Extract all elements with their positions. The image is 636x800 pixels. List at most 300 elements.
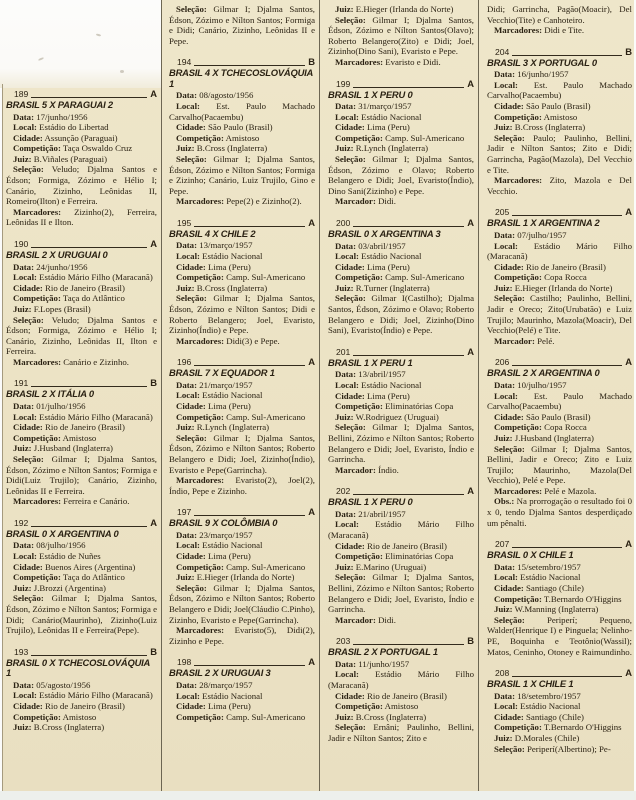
entry-number: 191 <box>14 378 29 389</box>
entry-number-row <box>6 89 157 99</box>
section-letter: A <box>308 506 315 518</box>
field-label: Cidade: <box>335 122 365 133</box>
match-entry-194 <box>169 57 315 207</box>
field-data: Data: 13/abril/1957 <box>335 369 406 380</box>
field-label: Competição: <box>13 293 61 304</box>
field-cidade: Cidade: Rio de Janeiro (Brasil) <box>13 282 125 293</box>
field-label: Juiz: <box>13 443 32 454</box>
entry-rule-line <box>31 97 147 98</box>
field-cidade: Cidade: Santiago (Chile) <box>494 582 584 593</box>
field-local: Local: Est. Paulo Machado Carvalho(Pacaembu) <box>169 100 315 122</box>
field-selecao: Seleção: Ernâni; Paulinho, Bellini, Jadir e Nílton Santos; Zito e <box>328 722 474 743</box>
entry-number: 203 <box>336 636 351 647</box>
field-label: Local: <box>176 690 200 701</box>
match-entry-201 <box>328 347 474 475</box>
entry-number-row <box>6 518 157 528</box>
field-marcador: Marcador: Didi. <box>335 614 396 625</box>
field-local: Local: Estádio de Nuñes <box>13 551 101 561</box>
field-cidade: Cidade: Lima (Peru) <box>176 701 251 712</box>
column-3 <box>328 0 474 800</box>
field-cidade: Cidade: Rio de Janeiro (Brasil) <box>13 422 125 433</box>
entry-number-row <box>328 636 474 646</box>
field-selecao: Seleção: Gilmar I; Djalma Santos, Édson, Zózimo e Nílton Santos; Roberto Belangero e Didi; Joel, Zizinho(Índio), Evaristo e Pepe(Garrincha). <box>169 432 315 475</box>
field-competicao: Competição: Camp. Sul-Americano <box>176 711 306 722</box>
section-letter: A <box>467 485 474 497</box>
entry-rule-line <box>512 676 622 677</box>
field-juiz: Juiz: W.Rodriguez (Uruguai) <box>335 411 439 422</box>
field-label: Seleção: <box>494 743 525 754</box>
field-cidade: Cidade: São Paulo (Brasil) <box>494 101 591 112</box>
entry-rule-line <box>353 494 464 495</box>
field-label: Data: <box>176 240 198 251</box>
entry-number: 194 <box>177 57 192 68</box>
field-local: Local: Estádio Nacional <box>176 540 263 551</box>
field-data: Data: 11/junho/1957 <box>335 658 410 669</box>
field-marcador: Marcador: Didi. <box>335 196 396 207</box>
field-cidade: Cidade: Santiago (Chile) <box>494 711 584 722</box>
field-competicao: Competição: Camp. Sul-Americano <box>335 272 465 283</box>
field-label: Marcadores: <box>176 335 225 346</box>
field-cidade: Cidade: São Paulo (Brasil) <box>494 411 591 422</box>
field-label: Seleção: <box>176 582 207 593</box>
entry-rule-line <box>353 226 464 227</box>
entry-number-row <box>328 218 474 228</box>
field-juiz: Juiz: R.Turner (Inglaterra) <box>335 282 430 293</box>
section-letter: B <box>308 56 315 68</box>
match-entry-192 <box>6 518 157 636</box>
field-competicao: Competição: Taça do Atlântico <box>13 572 125 583</box>
entry-rule-line <box>353 355 464 356</box>
section-letter: A <box>625 356 632 368</box>
field-selecao: Seleção: Gilmar I; Djalma Santos, Bellini, Zózimo e Nílton Santos; Roberto Belangero e Didi; Joel, Evaristo, Índio e Garrincha. <box>328 572 474 615</box>
column-1 <box>6 0 157 800</box>
field-label: Seleção: <box>494 443 525 454</box>
field-label: Data: <box>335 369 357 380</box>
field-label: Local: <box>176 251 200 261</box>
entry-rule-line <box>512 547 622 548</box>
section-letter: A <box>308 656 315 668</box>
entry-number: 189 <box>14 89 29 99</box>
field-label: Seleção: <box>335 722 366 733</box>
entry-rule-line <box>194 515 305 516</box>
match-entry-204 <box>487 47 632 197</box>
entry-number-row <box>169 57 315 67</box>
match-entry-200 <box>328 218 474 336</box>
entry-rule-line <box>194 226 305 227</box>
field-local: Local: Estádio Nacional <box>335 251 422 262</box>
match-title: BRASIL 1 X PERU 0 <box>328 496 413 508</box>
field-juiz: Juiz: B.Cross (Inglaterra) <box>176 143 268 154</box>
field-competicao: Competição: Taça do Atlântico <box>13 293 125 304</box>
field-label: Seleção: <box>176 153 207 164</box>
field-marcadores: Marcadores: Zizinho(2), Ferreira, Leônidas II e Ilton. <box>6 206 157 228</box>
field-competicao: Competição: T.Bernardo O'Higgins <box>494 593 622 604</box>
match-entry-208 <box>487 668 632 754</box>
field-selecao: Seleção: Gilmar I(Castilho); Djalma Santos, Édson, Zózimo e Olavo; Roberto Belangero e Didi; Joel, Zizinho(Dino Sani), Evaristo(Índio) e Pepe. <box>328 293 474 336</box>
field-label: Competição: <box>176 132 224 143</box>
field-label: Competição: <box>494 722 542 733</box>
field-label: Competição: <box>335 132 383 143</box>
entry-rule-line <box>31 526 147 527</box>
section-letter: A <box>625 538 632 550</box>
field-local: Local: Estádio Mário Filho (Maracanã) <box>13 411 153 422</box>
entry-number: 208 <box>495 668 510 679</box>
field-cidade: Cidade: Buenos Aires (Argentina) <box>13 561 136 572</box>
field-label: Cidade: <box>494 261 524 272</box>
match-title: BRASIL 1 X ARGENTINA 2 <box>487 217 600 229</box>
field-competicao: Competição: Eliminatórias Copa <box>335 401 454 412</box>
field-juiz: Juiz: E.Marino (Uruguai) <box>335 561 427 572</box>
entry-number: 192 <box>14 517 29 528</box>
field-label: Competição: <box>13 711 61 722</box>
match-title: BRASIL 2 X ITÁLIA 0 <box>6 388 94 400</box>
field-label: Marcador: <box>335 196 376 207</box>
field-label: Juiz: <box>13 153 32 164</box>
field-label: Cidade: <box>176 401 206 412</box>
field-label: Data: <box>335 101 357 112</box>
field-label: Cidade: <box>335 690 365 701</box>
field-marcadores: Marcadores: Pelé e Mazola. <box>494 485 597 496</box>
field-selecao: Seleção: Gilmar I; Djalma Santos, Édson, Zózimo e Nílton Santos; Didi e Roberto Belangero; Joel, Evaristo, Zizinho(Índio) e Pepe. <box>169 293 315 336</box>
field-competicao: Competição: Camp. Sul-Americano <box>335 132 465 143</box>
entry-rule-line <box>31 655 147 656</box>
field-data: Data: 08/agosto/1956 <box>176 90 254 101</box>
section-letter: A <box>625 667 632 679</box>
entry-number-row <box>487 539 632 549</box>
entry-number-row <box>6 378 157 388</box>
field-marcadores: Marcadores: Pepe(2) e Zizinho(2). <box>176 196 302 207</box>
match-title: BRASIL 2 X ARGENTINA 0 <box>487 367 600 379</box>
match-title: BRASIL 2 X URUGUAI 3 <box>169 667 271 679</box>
field-cidade: Cidade: Rio de Janeiro (Brasil) <box>335 690 447 701</box>
field-obs: Obs.: Na prorrogação o resultado foi 0 x 0, tendo Djalma Santos desperdiçado um pênalti. <box>487 496 632 528</box>
field-selecao: Seleção: Gilmar I; Djalma Santos, Édson, Zózimo e Nílton Santos; Formiga e Didi(Luiz Trujilo); Canário, Zizinho, Leônidas II e Ferreira. <box>6 453 157 496</box>
field-label: Seleção: <box>494 132 525 143</box>
match-title: BRASIL 1 X PERU 1 <box>328 356 413 368</box>
field-competicao: Competição: Amistoso <box>335 701 419 712</box>
field-label: Marcadores: <box>176 475 225 486</box>
field-label: Seleção: <box>335 422 366 433</box>
field-label: Juiz: <box>494 604 513 615</box>
field-label: Juiz: <box>335 561 354 572</box>
field-label: Cidade: <box>13 282 43 293</box>
match-entry-203 <box>328 636 474 743</box>
entry-number-row <box>169 507 315 517</box>
continuation-of-203 <box>487 4 632 36</box>
field-label: Local: <box>13 272 37 283</box>
section-letter: B <box>625 45 632 57</box>
entry-rule-line <box>194 365 305 366</box>
field-local: Local: Estádio Nacional <box>176 690 263 701</box>
entry-number-row <box>328 347 474 357</box>
field-selecao: Seleção: Gilmar I; Djalma Santos, Bellini, Zózimo e Nílton Santos; Roberto Belangero e Didi; Joel, Evaristo, Índio e Garrincha. <box>328 422 474 465</box>
field-data: Data: 01/julho/1956 <box>13 400 86 411</box>
field-label: Juiz: <box>494 732 513 743</box>
section-letter: B <box>467 635 474 647</box>
field-label: Data: <box>176 529 198 540</box>
field-label: Local: <box>494 572 518 583</box>
match-entry-189 <box>6 89 157 228</box>
field-label: Cidade: <box>335 540 365 551</box>
field-label: Seleção: <box>13 453 44 464</box>
field-local: Local: Estádio Nacional <box>335 379 422 390</box>
field-label: Local: <box>13 690 37 701</box>
entry-number: 199 <box>336 78 351 89</box>
field-label: Local: <box>335 379 359 390</box>
field-competicao: Competição: Amistoso <box>176 132 260 143</box>
field-label: Cidade: <box>176 261 206 272</box>
entry-number: 195 <box>177 217 192 228</box>
field-juiz: Juiz: E.Hieger (Irlanda do Norte) <box>494 282 613 293</box>
field-text: Didi; Garrincha, Pagão(Moacir), Del Vecchio(Tite) e Canhoteiro. <box>487 4 632 25</box>
field-local: Local: Estádio Mário Filho (Maracanã) <box>13 272 153 283</box>
field-label: Data: <box>494 379 516 390</box>
field-label: Juiz: <box>176 143 195 154</box>
field-juiz: Juiz: E.Hieger (Irlanda do Norte) <box>176 572 295 583</box>
entry-number-row <box>169 657 315 667</box>
entry-number: 206 <box>495 357 510 368</box>
field-local: Local: Estádio Nacional <box>176 251 263 261</box>
field-selecao: Seleção: Gilmar I; Djalma Santos, Édson, Zózimo e Nílton Santos; Formiga e Didi; Canário, Zizinho, Leônidas II e Pepe. <box>169 4 315 46</box>
field-label: Seleção: <box>335 154 366 165</box>
field-competicao: Competição: Camp. Sul-Americano <box>176 561 306 572</box>
field-label: Data: <box>176 679 198 690</box>
field-label: Local: <box>335 519 359 530</box>
field-juiz: Juiz: B.Cross (Inglaterra) <box>494 122 586 133</box>
match-entry-196 <box>169 357 315 496</box>
field-marcadores: Marcadores: Canário e Zizinho. <box>13 356 129 367</box>
entry-rule-line <box>31 386 147 387</box>
field-label: Competição: <box>335 701 383 712</box>
continuation-of-193 <box>169 4 315 46</box>
field-label: Competição: <box>335 551 383 562</box>
field-label: Seleção: <box>335 293 366 304</box>
field-label: Cidade: <box>335 261 365 272</box>
entry-number: 201 <box>336 346 351 357</box>
field-data: Data: 10/julho/1957 <box>494 379 567 390</box>
field-label: Seleção: <box>494 293 525 304</box>
match-entry-193 <box>6 647 157 733</box>
field-label: Data: <box>494 69 516 80</box>
field-label: Juiz: <box>176 422 195 433</box>
match-title: BRASIL 0 X TCHECOSLOVÁQUIA 1 <box>6 656 150 679</box>
field-label: Marcadores: <box>176 625 225 636</box>
field-juiz: Juiz: F.Lopes (Brasil) <box>13 303 91 314</box>
field-cidade: Cidade: São Paulo (Brasil) <box>176 122 273 133</box>
field-label: Data: <box>176 379 198 390</box>
field-label: Competição: <box>494 593 542 604</box>
field-label: Cidade: <box>494 101 524 112</box>
entry-rule-line <box>512 365 622 366</box>
section-letter: A <box>467 77 474 89</box>
field-selecao: Seleção: Castilho; Paulinho, Bellini, Jadir e Oreco; Zito(Urubatão) e Luiz Trujilo; Maurinho, Mazola(Moacir), Del Vecchio(Pelé) e Tite. <box>487 293 632 336</box>
match-title: BRASIL 1 X PERU 0 <box>328 88 413 100</box>
field-label: Juiz: <box>494 282 513 293</box>
field-juiz: Juiz: J.Husband (Inglaterra) <box>13 443 113 454</box>
field-competicao: Competição: Amistoso <box>13 711 97 722</box>
match-title: BRASIL 0 X ARGENTINA 3 <box>328 228 441 239</box>
field-label: Seleção: <box>13 593 44 604</box>
field-label: Local: <box>335 251 359 262</box>
match-title: BRASIL 9 X COLÔMBIA 0 <box>169 517 278 529</box>
field-data: Data: 15/setembro/1957 <box>494 561 581 572</box>
continuation-of-198 <box>328 4 474 68</box>
match-title: BRASIL 0 X ARGENTINA 0 <box>6 527 119 539</box>
field-label: Juiz: <box>176 572 195 583</box>
match-title: BRASIL 0 X CHILE 1 <box>487 549 574 561</box>
field-selecao: Seleção: Gilmar I; Djalma Santos, Bellini, Jadir e Oreco; Zito e Luiz Trujilo; Maurinho, Mazola(Del Vecchio), Pelé e Pepe. <box>487 443 632 486</box>
field-local: Local: Estádio do Libertad <box>13 122 109 133</box>
entry-rule-line <box>353 87 464 88</box>
field-marcadores: Marcadores: Zito, Mazola e Del Vecchio. <box>487 175 632 196</box>
field-label: Competição: <box>494 422 542 433</box>
field-label: Local: <box>13 122 37 133</box>
field-label: Cidade: <box>494 411 524 422</box>
field-label: Marcador: <box>494 335 535 346</box>
field-label: Local: <box>494 240 518 251</box>
entry-rule-line <box>31 247 147 248</box>
field-label: Competição: <box>13 143 61 154</box>
match-entry-205 <box>487 207 632 346</box>
field-local: Local: Estádio Nacional <box>494 701 581 712</box>
field-label: Juiz: <box>335 711 354 722</box>
field-label: Data: <box>13 679 35 690</box>
column-divider-1 <box>161 0 162 792</box>
entry-number: 198 <box>177 657 192 668</box>
field-label: Local: <box>494 701 518 712</box>
field-local: Local: Est. Paulo Machado Carvalho(Pacaembu) <box>487 390 632 412</box>
match-title: BRASIL 7 X EQUADOR 1 <box>169 367 275 379</box>
field-data: Data: 23/março/1957 <box>176 529 253 540</box>
field-label: Local: <box>494 79 518 90</box>
field-data: Data: 03/abril/1957 <box>335 240 406 251</box>
field-selecao: Seleção: Gilmar I; Djalma Santos, Édson, Zózimo e Nílton Santos; Formiga e Zizinho; Canário, Luiz Trujilo, Gino e Pepe. <box>169 153 315 196</box>
field-label: Cidade: <box>494 582 524 593</box>
field-juiz: Juiz: B.Cross (Inglaterra) <box>176 282 268 293</box>
field-label: Competição: <box>494 272 542 283</box>
field-selecao: Seleção: Periperí; Pequeno, Walder(Henrique I) e Pinguela; Nelinho-PE, Boquinha e Teotônio(Wassil); Matos, Ceninho, Otoney e Raimundinho. <box>487 614 632 657</box>
section-letter: A <box>150 88 157 99</box>
field-label: Marcadores: <box>494 25 543 36</box>
section-letter: B <box>150 645 157 657</box>
column-2 <box>169 0 315 800</box>
match-entry-199 <box>328 79 474 207</box>
field-label: Data: <box>494 229 516 240</box>
column-4 <box>487 0 632 800</box>
entry-rule-line <box>194 665 305 666</box>
field-label: Cidade: <box>13 132 43 143</box>
field-local: Local: Estádio Nacional <box>494 572 581 583</box>
field-cidade: Cidade: Rio de Janeiro (Brasil) <box>335 540 447 551</box>
field-label: Competição: <box>13 432 61 443</box>
field-selecao: Seleção: Gilmar I; Djalma Santos, Édson, Zózimo e Nílton Santos; Roberto Belangero e Didi; Joel(Cláudio C.Pinho), Zizinho, Evaristo e Pepe(Garrincha). <box>169 582 315 625</box>
field-marcadores: Marcadores: Evaristo e Didi. <box>335 56 441 67</box>
field-label: Seleção: <box>494 614 525 625</box>
field-selecao: Seleção: Periperí(Albertino); Pe- <box>494 743 611 754</box>
field-label: Data: <box>494 690 516 701</box>
field-competicao: Competição: Copa Rocca <box>494 272 587 283</box>
field-label: Data: <box>13 540 35 551</box>
match-entry-202 <box>328 486 474 625</box>
field-label: Local: <box>176 100 200 111</box>
section-letter: B <box>150 377 157 389</box>
field-label: Seleção: <box>13 314 44 325</box>
field-local: Local: Estádio Mário Filho (Maracanã) <box>328 669 474 690</box>
field-juiz: Juiz: B.Cross (Inglaterra) <box>335 711 427 722</box>
entry-number-row <box>6 239 157 249</box>
field-label: Cidade: <box>13 422 43 433</box>
field-competicao: Competição: Copa Rocca <box>494 422 587 433</box>
entry-rule-line <box>512 55 622 56</box>
field-label: Data: <box>13 111 35 122</box>
field-marcadores: Marcadores: Didi(3) e Pepe. <box>176 335 280 346</box>
field-competicao: Competição: Eliminatórias Copa <box>335 551 454 562</box>
entry-number: 190 <box>14 239 29 250</box>
field-label: Juiz: <box>13 722 32 733</box>
entry-number-row <box>487 207 632 217</box>
page-edge-line <box>2 84 3 792</box>
field-label: Competição: <box>494 111 542 122</box>
entry-number-row <box>6 647 157 657</box>
field-data: Data: 07/julho/1957 <box>494 229 567 240</box>
field-cidade: Cidade: Lima (Peru) <box>176 261 251 272</box>
field-label: Juiz: <box>494 122 513 133</box>
entry-number-row <box>328 79 474 89</box>
field-label: Seleção: <box>176 293 207 304</box>
field-label: Marcador: <box>335 614 376 625</box>
field-selecao: Seleção: Gilmar I; Djalma Santos, Édson, Zózimo e Nílton Santos(Olavo); Roberto Belangero(Zito) e Didi; Joel, Zizinho(Dino Sani), Evaristo e Pepe. <box>328 14 474 57</box>
field-data: Data: 16/junho/1957 <box>494 69 569 80</box>
field-juiz: Juiz: J.Husband (Inglaterra) <box>494 432 594 443</box>
field-cidade: Cidade: Lima (Peru) <box>335 390 410 401</box>
field-data: Data: 05/agosto/1956 <box>13 679 91 690</box>
field-label: Cidade: <box>176 122 206 133</box>
field-label: Competição: <box>335 401 383 412</box>
field-data: Data: 21/março/1957 <box>176 379 253 390</box>
entry-number-row <box>169 357 315 367</box>
field-label: Seleção: <box>13 164 44 175</box>
field-cidade: Cidade: Rio de Janeiro (Brasil) <box>13 700 125 711</box>
field-label: Seleção: <box>176 4 207 14</box>
field-label: Marcadores: <box>494 485 543 496</box>
field-label: Data: <box>13 400 35 411</box>
entry-number-row <box>487 47 632 57</box>
section-letter: A <box>467 345 474 357</box>
section-letter: A <box>308 356 315 368</box>
field-label: Data: <box>335 658 357 669</box>
section-letter: A <box>150 238 157 250</box>
entry-number: 197 <box>177 507 192 518</box>
match-entry-197 <box>169 507 315 646</box>
field-label: Local: <box>176 540 200 551</box>
entry-number-row <box>328 486 474 496</box>
field-selecao: Seleção: Gilmar I; Djalma Santos, Édson, Zózimo e Nílton Santos; Formiga e Didi; Canário(Maurinho), Zizinho(Luiz Trujilo), Leônidas II e Ferreira(Pepe). <box>6 593 157 636</box>
field-juiz: Juiz: R.Lynch (Inglaterra) <box>335 143 429 154</box>
field-cidade: Cidade: Lima (Peru) <box>335 261 410 272</box>
field-label: Data: <box>335 508 357 519</box>
field-competicao: Competição: Camp. Sul-Americano <box>176 272 306 283</box>
column-divider-3 <box>478 0 479 792</box>
match-entry-206 <box>487 357 632 528</box>
field-label: Cidade: <box>176 701 206 712</box>
entry-rule-line <box>353 644 464 645</box>
field-label: Juiz: <box>335 411 354 422</box>
field-cidade: Cidade: Lima (Peru) <box>335 122 410 133</box>
match-title: BRASIL 5 X PARAGUAI 2 <box>6 99 113 110</box>
field-data: Data: 18/setembro/1957 <box>494 690 581 701</box>
field-marcador: Marcador: Pelé. <box>494 335 555 346</box>
field-label: Cidade: <box>494 711 524 722</box>
